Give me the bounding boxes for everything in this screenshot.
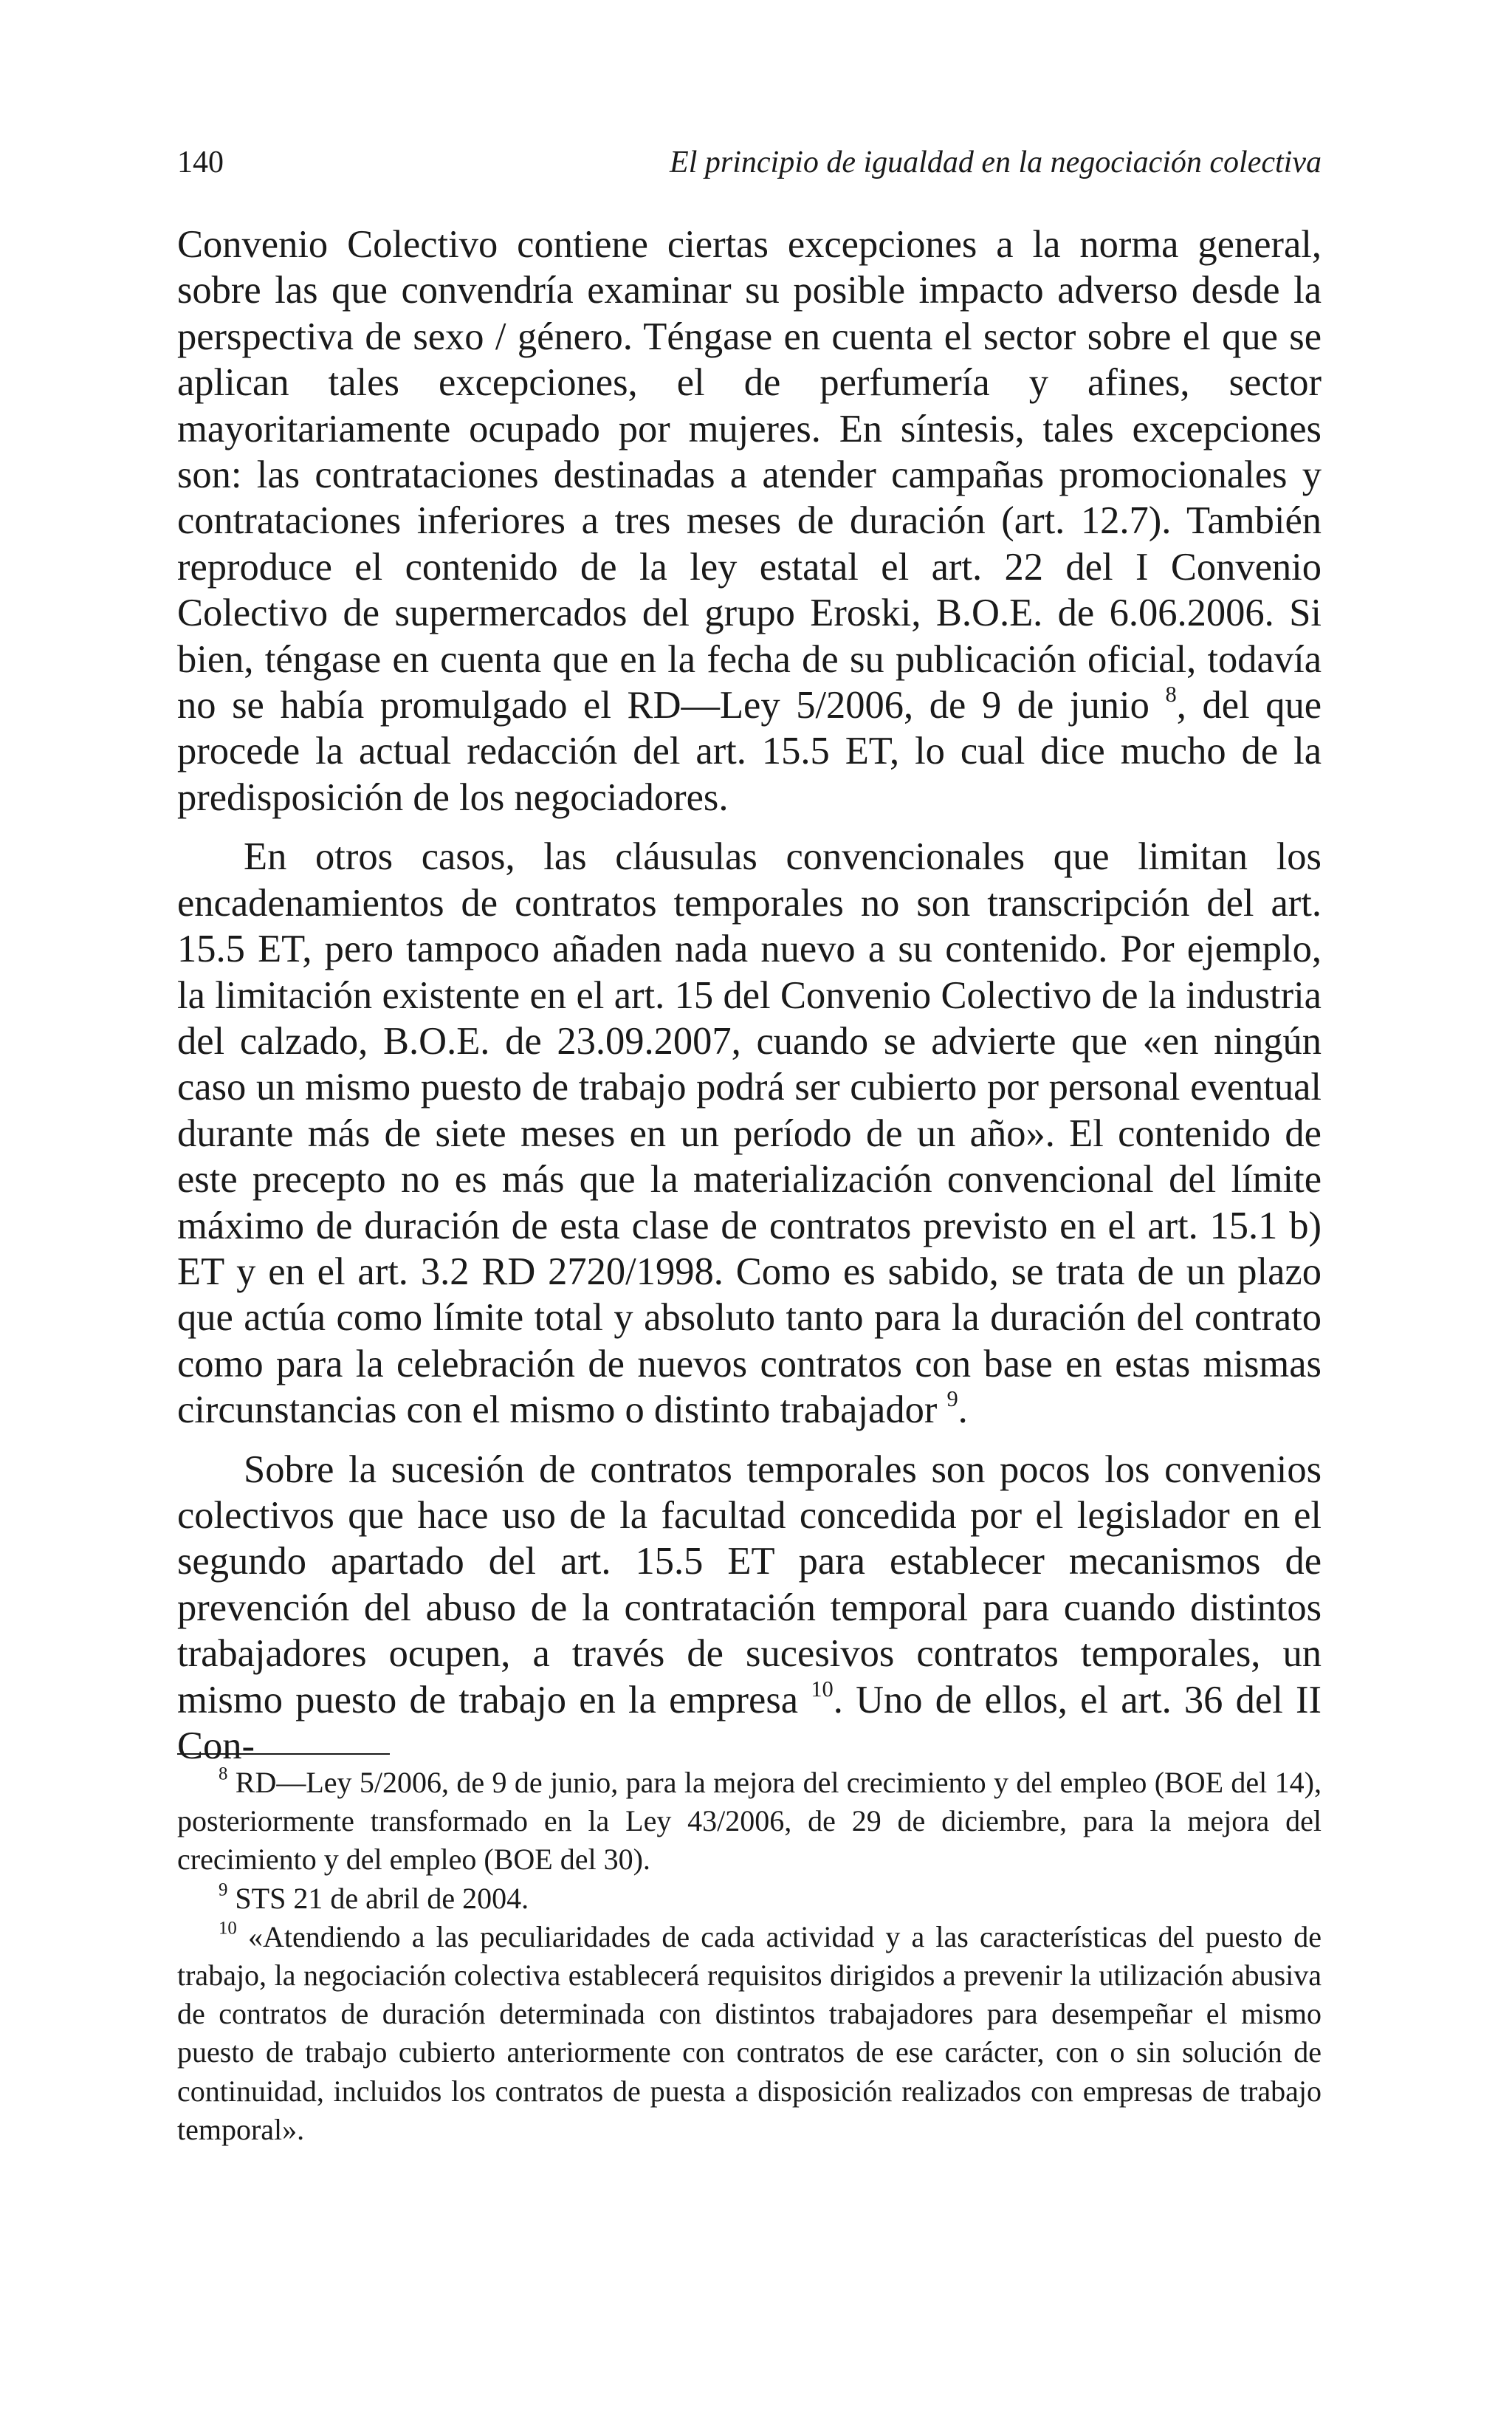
paragraph-3-text-b: . Uno de ellos, el art. 36 del II Con- (177, 1678, 1322, 1767)
footnote-9-text: STS 21 de abril de 2004. (227, 1881, 529, 1915)
footnote-9 (177, 1880, 1322, 1918)
body-text (177, 222, 1322, 1782)
footnote-9-mark: 9 (219, 1880, 228, 1900)
footnote-10 (177, 1918, 1322, 2149)
paragraph-2 (177, 834, 1322, 1433)
footnote-ref-8: 8 (1165, 682, 1177, 708)
footnote-separator (177, 1753, 390, 1755)
footnote-10-text: «Atendiendo a las peculiaridades de cada actividad y a las características del puesto de trabajo, la negociación colectiva establecerá requisitos dirigidos a prevenir la utilización abusiva de contratos de duración determinada con distintos trabajadores para desempeñar el mismo puesto de trabajo cubierto anteriormente con contratos de ese carácter, con o sin solución de continuidad, incluidos los contratos de puesta a disposición realizados con empresas de trabajo temporal». (177, 1919, 1322, 2146)
paragraph-3-text-a: Sobre la sucesión de contratos temporales son pocos los convenios colectivos que hace uso de la facultad concedida por el legislador en el segundo apartado del art. 15.5 ET para establecer mecanismos de prevención del abuso de la contratación temporal para cuando distintos trabajadores ocupen, a través de sucesivos contratos temporales, un mismo puesto de trabajo en la empresa (177, 1447, 1322, 1721)
paragraph-1-text-a: Convenio Colectivo contiene ciertas excepciones a la norma general, sobre las que convendría examinar su posible impacto adverso desde la perspectiva de sexo / género. Téngase en cuenta el sector sobre el que se aplican tales excepciones, el de perfumería y afines, sector mayoritariamente ocupado por mujeres. En síntesis, tales excepciones son: las contrataciones destinadas a atender campañas promocionales y contrataciones inferiores a tres meses de duración (art. 12.7). También reproduce el contenido de la ley estatal el art. 22 del I Convenio Colectivo de supermercados del grupo Eroski, B.O.E. de 6.06.2006. Si bien, téngase en cuenta que en la fecha de su publicación oficial, todavía no se había promulgado el RD—Ley 5/2006, de 9 de junio (177, 223, 1322, 727)
footnote-ref-10: 10 (811, 1676, 834, 1702)
paragraph-1 (177, 222, 1322, 820)
paragraph-3 (177, 1447, 1322, 1769)
paragraph-1-text-b: , del que procede la actual redacción del art. 15.5 ET, lo cual dice mucho de la predisposición de los negociadores. (177, 684, 1322, 819)
footnote-8 (177, 1764, 1322, 1880)
paragraph-2-text-b: . (958, 1388, 968, 1432)
running-header (177, 140, 1322, 185)
footnote-10-mark: 10 (219, 1918, 237, 1939)
footnote-8-text: RD—Ley 5/2006, de 9 de junio, para la mejora del crecimiento y del empleo (BOE del 14), posteriormente transformado en la Ley 43/2006, de 29 de diciembre, para la mejora del crecimiento y del empleo (BOE del 30). (177, 1766, 1322, 1877)
footnotes (177, 1764, 1322, 2149)
paragraph-2-text-a: En otros casos, las cláusulas convencionales que limitan los encadenamientos de contratos temporales no son transcripción del art. 15.5 ET, pero tampoco añaden nada nuevo a su contenido. Por ejemplo, la limitación existente en el art. 15 del Convenio Colectivo de la industria del calzado, B.O.E. de 23.09.2007, cuando se advierte que «en ningún caso un mismo puesto de trabajo podrá ser cubierto por personal eventual durante más de siete meses en un período de un año». El contenido de este precepto no es más que la materialización convencional del límite máximo de duración de esta clase de contratos previsto en el art. 15.1 b) ET y en el art. 3.2 RD 2720/1998. Como es sabido, se trata de un plazo que actúa como límite total y absoluto tanto para la duración del contrato como para la celebración de nuevos contratos con base en estas mismas circunstancias con el mismo o distinto trabajador (177, 835, 1322, 1432)
running-title: El principio de igualdad en la negociación colectiva (670, 145, 1322, 179)
footnote-8-mark: 8 (219, 1764, 228, 1784)
page-number: 140 (177, 145, 224, 179)
footnote-ref-9: 9 (946, 1386, 958, 1412)
